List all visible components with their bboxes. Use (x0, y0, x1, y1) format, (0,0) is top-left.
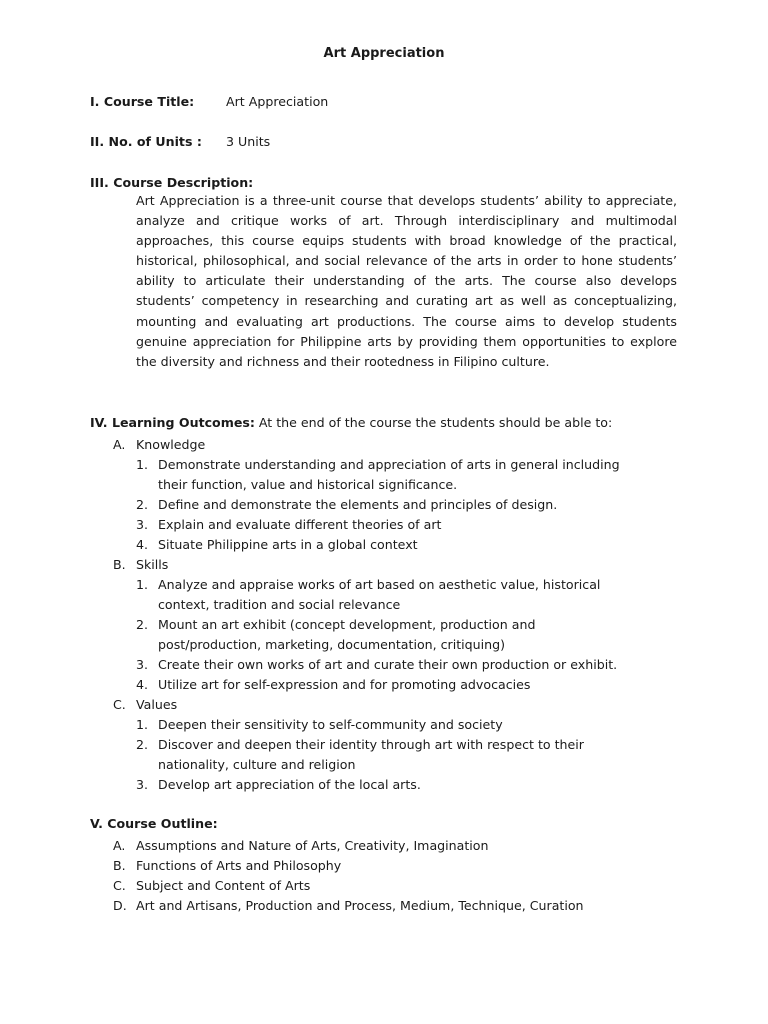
learning-outcomes-heading (90, 415, 612, 430)
outcome-item-text: Utilize art for self-expression and for promoting advocacies (158, 677, 531, 692)
outcome-item-text: Define and demonstrate the elements and principles of design. (158, 497, 558, 512)
outcome-item-text: post/production, marketing, documentation, critiquing) (158, 637, 506, 652)
units-label: II. No. of Units : (90, 134, 202, 149)
outcome-item-text: Deepen their sensitivity to self-community and society (158, 717, 503, 732)
units-row (90, 134, 271, 149)
course-title-row (90, 94, 329, 109)
outcome-item-text: Demonstrate understanding and appreciation of arts in general including (158, 457, 620, 472)
course-title-label: I. Course Title: (90, 94, 195, 109)
learning-outcomes-label: IV. Learning Outcomes: (90, 415, 255, 430)
outcome-item-text: Analyze and appraise works of art based on aesthetic value, historical (158, 577, 601, 592)
outcome-item-number: 2. (136, 617, 149, 632)
outcome-item-text: their function, value and historical significance. (158, 477, 458, 492)
outcome-item-number: 3. (136, 777, 149, 792)
outcome-item-text: Develop art appreciation of the local arts. (158, 777, 421, 792)
outcome-item-number: 1. (136, 577, 149, 592)
outline-item-text: Functions of Arts and Philosophy (136, 858, 342, 873)
outcome-group-name: Skills (136, 557, 169, 572)
outline-item-letter: A. (113, 838, 126, 853)
outline-item-letter: B. (113, 858, 126, 873)
outcome-group-letter: B. (113, 557, 126, 572)
outcome-group-name: Knowledge (136, 437, 206, 452)
outcome-item-text: context, tradition and social relevance (158, 597, 401, 612)
outcome-item-text: Situate Philippine arts in a global context (158, 537, 418, 552)
outcome-item-text: Discover and deepen their identity through art with respect to their (158, 737, 584, 752)
outcome-item-number: 3. (136, 657, 149, 672)
outcome-item-number: 3. (136, 517, 149, 532)
description-heading-row (90, 175, 253, 190)
outcome-item-text: Mount an art exhibit (concept development, production and (158, 617, 536, 632)
course-outline-label: V. Course Outline: (90, 816, 218, 831)
outcome-group-letter: A. (113, 437, 126, 452)
outcome-item-number: 4. (136, 677, 149, 692)
description-label: III. Course Description: (90, 175, 254, 190)
course-description-text: Art Appreciation is a three-unit course that develops students’ ability to appreciate, analyze and critique works of art. Through interdisciplinary and multimodal approaches, this course equips students with broad knowledge of the practical, historical, philosophical, and social relevance of the arts in order to hone students’ ability to articulate their understanding of the arts. The course also develops students’ competency in researching and curating art as well as conceptualizing, mounting and evaluating art productions. The course aims to develop students genuine appreciation for Philippine arts by providing them opportunities to explore the diversity and richness and their rootedness in Filipino culture. (136, 193, 677, 369)
outline-item-text: Assumptions and Nature of Arts, Creativity, Imagination (136, 838, 489, 853)
outcome-item-text: Create their own works of art and curate their own production or exhibit. (158, 657, 618, 672)
document-title: Art Appreciation (323, 46, 445, 61)
outcome-item-text: Explain and evaluate different theories of art (158, 517, 442, 532)
outline-item-text: Art and Artisans, Production and Process, Medium, Technique, Curation (136, 898, 584, 913)
learning-outcomes-intro: At the end of the course the students should be able to: (254, 415, 613, 430)
outcome-item-number: 1. (136, 717, 149, 732)
outcome-item-number: 1. (136, 457, 149, 472)
outcome-item-number: 4. (136, 537, 149, 552)
course-title-value: Art Appreciation (226, 94, 329, 109)
outcome-group-name: Values (136, 697, 178, 712)
outcome-item-number: 2. (136, 737, 149, 752)
outcome-item-text: nationality, culture and religion (158, 757, 356, 772)
outline-item-letter: C. (113, 878, 126, 893)
units-value: 3 Units (226, 134, 271, 149)
outline-item-text: Subject and Content of Arts (136, 878, 311, 893)
outline-item-letter: D. (113, 898, 127, 913)
outcome-item-number: 2. (136, 497, 149, 512)
course-outline-heading-row (90, 816, 218, 831)
outcome-group-letter: C. (113, 697, 126, 712)
